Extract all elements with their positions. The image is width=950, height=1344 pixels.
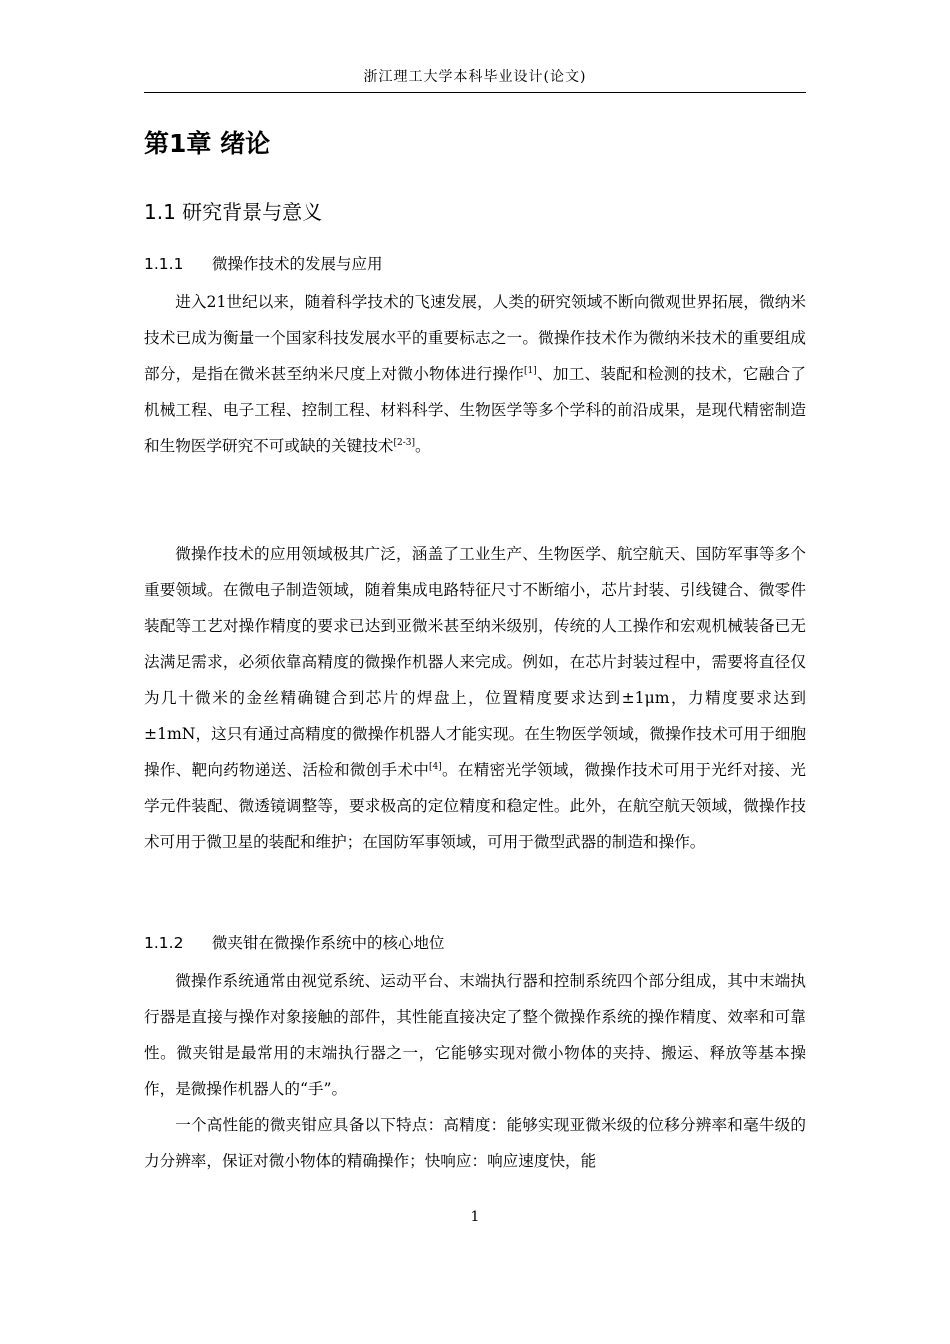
paragraph-text: 微操作技术的应用领域极其广泛，涵盖了工业生产、生物医学、航空航天、国防军事等多个重要领域。在微电子制造领域，随着集成电路特征尺寸不断缩小，芯片封装、引线键合、微零件装配等工艺对操作精度的要求已达到亚微米甚至纳米级别，传统的人工操作和宏观机械装备已无法满足需求，必须依靠高精度的微操作机器人来完成。例如，在芯片封装过程中，需要将直径仅为几十微米的金丝精确键合到芯片的焊盘上，位置精度要求达到±1μm，力精度要求达到±1mN，这只有通过高精度的微操作机器人才能实现。在生物医学领域，微操作技术可用于细胞操作、靶向药物递送、活检和微创手术中 <box>144 545 806 779</box>
paragraph-text: 进入21世纪以来，随着科学技术的飞速发展，人类的研究领域不断向微观世界拓展，微纳米技术已成为衡量一个国家科技发展水平的重要标志之一。微操作技术作为微纳米技术的重要组成部分，是指在微米甚至纳米尺度上对微小物体进行操作 <box>144 293 806 383</box>
section-title <box>144 196 322 225</box>
citation: [4] <box>429 762 442 772</box>
section-number: 1.1 <box>144 200 176 224</box>
subsection-title: 微操作技术的发展与应用 <box>212 255 383 273</box>
page-number: 1 <box>470 1209 480 1225</box>
subsection-number: 1.1.1 <box>144 255 184 273</box>
citation: [1] <box>524 366 537 376</box>
paragraph-2 <box>144 536 806 860</box>
paragraph-4 <box>144 1107 806 1179</box>
subsection-heading-2 <box>144 931 445 953</box>
chapter-title: 第1章 绪论 <box>144 129 271 158</box>
page-header: 浙江理工大学本科毕业设计(论文) <box>363 69 587 85</box>
paragraph-text: 。 <box>415 437 431 455</box>
citation: [2-3] <box>393 438 416 448</box>
paragraph-text: 一个高性能的微夹钳应具备以下特点：高精度：能够实现亚微米级的位移分辨率和毫牛级的力分辨率，保证对微小物体的精确操作；快响应：响应速度快，能 <box>144 1116 806 1170</box>
section-title-text: 研究背景与意义 <box>182 200 323 224</box>
subsection-number: 1.1.2 <box>144 934 184 952</box>
paragraph-text: 。在精密光学领域，微操作技术可用于光纤对接、光学元件装配、微透镜调整等，要求极高的定位精度和稳定性。此外，在航空航天领域，微操作技术可用于微卫星的装配和维护；在国防军事领域，可用于微型武器的制造和操作。 <box>144 761 806 851</box>
paragraph-text: 微操作系统通常由视觉系统、运动平台、末端执行器和控制系统四个部分组成，其中末端执行器是直接与操作对象接触的部件，其性能直接决定了整个微操作系统的操作精度、效率和可靠性。微夹钳是最常用的末端执行器之一，它能够实现对微小物体的夹持、搬运、释放等基本操作，是微操作机器人的“手”。 <box>144 972 806 1098</box>
subsection-title: 微夹钳在微操作系统中的核心地位 <box>212 934 445 952</box>
subsection-heading-1 <box>144 252 383 274</box>
paragraph-1 <box>144 284 806 464</box>
header-rule <box>144 92 806 93</box>
paragraph-text: 、加工、装配和检测的技术，它融合了机械工程、电子工程、控制工程、材料科学、生物医学等多个学科的前沿成果，是现代精密制造和生物医学研究不可或缺的关键技术 <box>144 365 806 455</box>
paragraph-3 <box>144 963 806 1107</box>
